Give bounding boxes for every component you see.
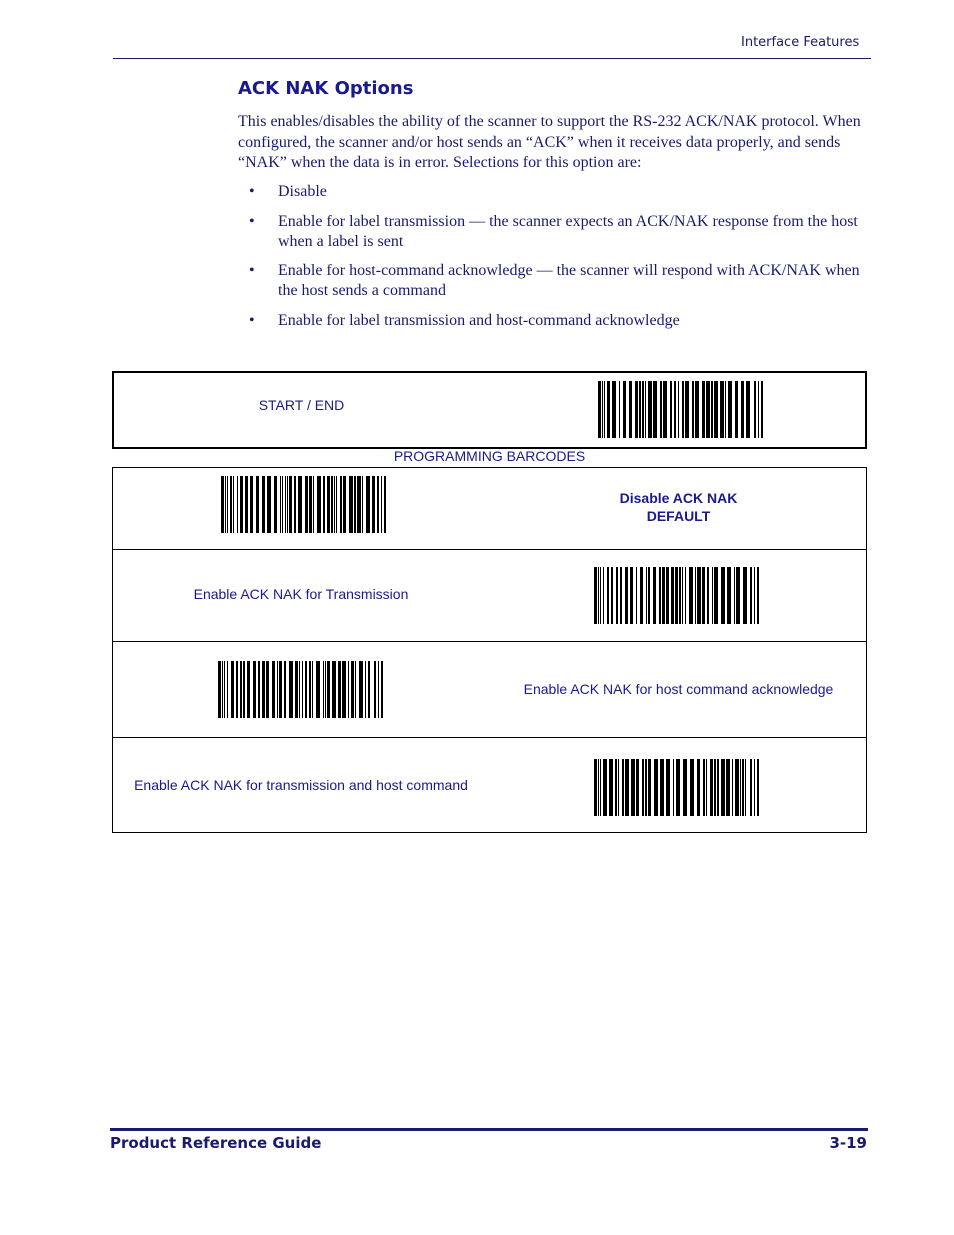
barcode-icon bbox=[594, 759, 759, 816]
list-item: • Enable for label transmission — the scanner expects an ACK/NAK response from the host when a label is sent bbox=[249, 212, 858, 250]
row-label: Enable ACK NAK for host command acknowledge bbox=[523, 681, 834, 697]
row-label: Enable ACK NAK for transmission and host command bbox=[134, 777, 468, 793]
row-label: Enable ACK NAK for Transmission bbox=[193, 586, 409, 602]
bullet-icon: • bbox=[249, 183, 255, 200]
programming-barcodes-table bbox=[112, 371, 867, 834]
list-item: • Disable bbox=[249, 183, 327, 200]
barcode-icon bbox=[598, 381, 763, 438]
row-label: Disable ACK NAK DEFAULT bbox=[619, 490, 738, 524]
barcode-icon bbox=[218, 661, 383, 718]
start-end-box bbox=[112, 371, 867, 449]
programming-barcodes-caption: PROGRAMMING BARCODES bbox=[393, 448, 586, 464]
start-end-label: START / END bbox=[258, 397, 345, 413]
section-title: ACK NAK Options bbox=[238, 78, 414, 99]
bullet-icon: • bbox=[249, 212, 255, 230]
bullet-icon: • bbox=[249, 311, 255, 329]
barcode-icon bbox=[221, 476, 386, 533]
barcode-row-transmission bbox=[112, 549, 867, 642]
barcode-row-both bbox=[112, 738, 867, 833]
running-header: Interface Features bbox=[741, 35, 860, 50]
footer-title: Product Reference Guide bbox=[110, 1134, 322, 1152]
header-rule bbox=[113, 58, 871, 59]
intro-paragraph: This enables/disables the ability of the scanner to support the RS-232 ACK/NAK protocol. When configured, the scanner and/or host sends an “ACK” when it receives data properly, and sends “NAK” when the data is in error. Selections for this option are: bbox=[238, 113, 861, 171]
barcode-icon bbox=[594, 567, 759, 624]
list-item: • Enable for host-command acknowledge — the scanner will respond with ACK/NAK when the host sends a command bbox=[249, 262, 860, 299]
bullet-icon: • bbox=[249, 262, 255, 279]
page-number: 3-19 bbox=[829, 1134, 867, 1152]
barcode-row-disable bbox=[112, 467, 867, 550]
options-list bbox=[238, 182, 870, 340]
list-item: • Enable for label transmission and host-command acknowledge bbox=[249, 311, 680, 329]
barcode-row-host-command bbox=[112, 642, 867, 738]
footer-rule bbox=[110, 1128, 868, 1131]
